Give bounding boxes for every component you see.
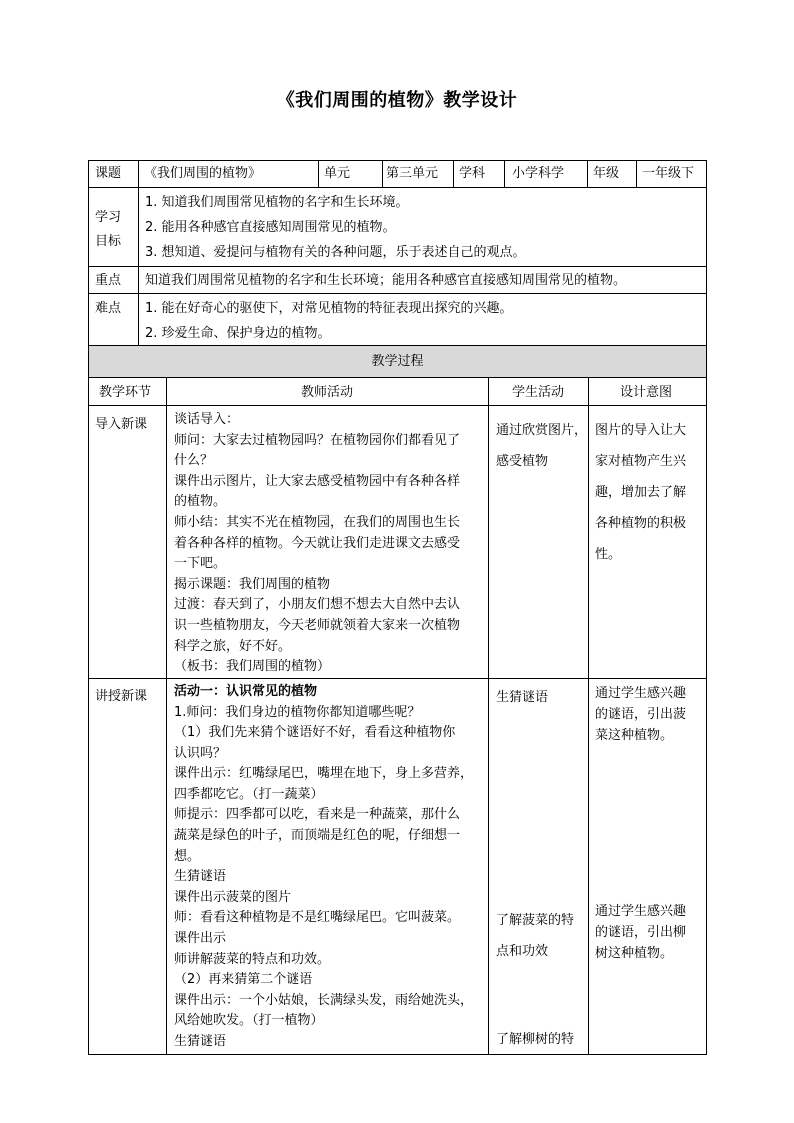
intent-line: 的谜语，引出柳 (595, 925, 687, 940)
teacher-line: 课件出示：红嘴绿尾巴，嘴埋在地下，身上多营养， (174, 766, 474, 782)
student-line: 了解菠菜的特 (496, 913, 575, 928)
teacher-line: 师提示：四季都可以吃，看来是一种蔬菜，那什么 (174, 807, 461, 823)
intro-teacher-activity (174, 410, 484, 678)
teacher-line: 四季都吃它。（打一蔬菜） (174, 786, 324, 802)
teacher-line: 课件出示 (174, 931, 227, 947)
teacher-line: 师讲解菠菜的特点和功效。 (174, 951, 331, 967)
goal-item: 3. 想知道、爱提问与植物有关的各种问题，乐于表述自己的观点。 (145, 245, 526, 260)
intent-line: 菜这种植物。 (595, 728, 674, 743)
goal-item: 2. 能用各种感官直接感知周围常见的植物。 (145, 220, 396, 235)
lecture-student-guess: 生猜谜语 (496, 690, 549, 705)
teacher-line: 蔬菜是绿色的叶子，而顶端是红色的呢，仔细想一 (174, 828, 461, 844)
col-teacher-header: 教师活动 (301, 385, 354, 400)
table-border (88, 187, 706, 188)
table-border (88, 1054, 707, 1055)
grade-value: 一年级下 (642, 166, 695, 181)
lecture-design-intent-spinach (595, 683, 705, 746)
intent-line: 的谜语，引出菠 (595, 707, 687, 722)
table-border (453, 160, 454, 187)
course-value: 《我们周围的植物》 (144, 166, 262, 181)
table-border (88, 293, 706, 294)
table-border (88, 678, 706, 679)
process-header (88, 345, 707, 378)
unit-value: 第三单元 (386, 166, 439, 181)
teacher-line: 认识吗？ (174, 745, 227, 761)
intent-line: 性。 (595, 547, 622, 562)
teacher-line: 1.师问：我们身边的植物你都知道哪些呢？ (174, 704, 421, 720)
key-text: 知道我们周围常见植物的名字和生长环境；能用各种感官直接感知周围常见的植物。 (145, 273, 627, 288)
table-border (88, 160, 706, 161)
difficulty-item: 1. 能在好奇心的驱使下，对常见植物的特征表现出探究的兴趣。 (145, 301, 513, 316)
teacher-line: 师：看看这种植物是不是红嘴绿尾巴。它叫菠菜。 (174, 910, 461, 926)
lecture-student-learn-willow: 了解柳树的特 (496, 1032, 575, 1047)
table-border (138, 160, 139, 345)
table-border (488, 378, 489, 1054)
table-border (382, 160, 383, 187)
table-border (706, 160, 707, 345)
table-border (587, 160, 588, 187)
intent-line: 各种植物的积极 (595, 516, 687, 531)
teacher-line: 生猜谜语 (174, 1034, 227, 1049)
intent-line: 通过学生感兴趣 (595, 904, 687, 919)
intro-design-intent (595, 415, 703, 570)
intent-line: 通过学生感兴趣 (595, 686, 687, 701)
document-title: 《我们周围的植物》教学设计 (276, 90, 518, 111)
teacher-line: 着各种各样的植物。今天就让我们走进课文去感受 (174, 535, 461, 551)
teacher-line: 想。 (174, 848, 201, 864)
col-intent-header: 设计意图 (620, 385, 673, 400)
lecture-teacher-activity (174, 703, 484, 1053)
teacher-line: 课件出示图片，让大家去感受植物园中有各种各样 (174, 473, 461, 489)
table-border (636, 160, 637, 187)
goal-item: 1. 知道我们周围常见植物的名字和生长环境。 (145, 195, 409, 210)
teacher-line: 什么？ (174, 453, 214, 469)
subject-value: 小学科学 (512, 166, 565, 181)
key-label: 重点 (95, 273, 122, 288)
student-line: 感受植物 (496, 454, 549, 469)
intent-line: 图片的导入让大 (595, 423, 687, 438)
teacher-line: 科学之旅，好不好。 (174, 638, 292, 654)
teacher-line: 师问：大家去过植物园吗？在植物园你们都看见了 (174, 432, 461, 448)
teacher-line: 揭示课题：我们周围的植物 (174, 576, 331, 592)
table-border (504, 160, 505, 187)
intro-student-activity (496, 415, 588, 477)
student-line: 点和功效 (496, 944, 549, 959)
teacher-line: 过渡：春天到了，小朋友们想不想去大自然中去认 (174, 597, 461, 613)
intent-line: 趣，增加去了解 (595, 485, 687, 500)
goals-label: 学习 (95, 210, 122, 225)
teacher-line: 识一些植物朋友，今天老师就领着大家来一次植物 (174, 617, 461, 633)
student-line: 通过欣赏图片， (496, 423, 588, 438)
lecture-student-learn-spinach (496, 905, 588, 967)
teacher-line: 师小结：其实不光在植物园，在我们的周围也生长 (174, 514, 461, 530)
table-border (88, 266, 706, 267)
table-border (88, 378, 89, 1054)
table-border (588, 378, 589, 1054)
intent-line: 树这种植物。 (595, 946, 674, 961)
table-border (88, 405, 706, 406)
subject-label: 学科 (459, 166, 486, 181)
teacher-line: （2）再来猜第二个谜语 (174, 972, 313, 988)
difficulty-label: 难点 (95, 301, 122, 316)
difficulty-item: 2. 珍爱生命、保护身边的植物。 (145, 326, 331, 341)
teacher-line: 风给她吹发。（打一植物） (174, 1013, 324, 1029)
col-stage-header: 教学环节 (99, 385, 152, 400)
table-border (706, 378, 707, 1054)
course-label: 课题 (95, 166, 122, 181)
unit-label: 单元 (324, 166, 351, 181)
intro-stage: 导入新课 (95, 417, 148, 432)
table-border (318, 160, 319, 187)
lecture-design-intent-willow (595, 901, 705, 964)
grade-label: 年级 (593, 166, 620, 181)
activity-title: 活动一：认识常见的植物 (174, 684, 318, 699)
teacher-line: 生猜谜语 (174, 869, 227, 885)
intent-line: 家对植物产生兴 (595, 454, 687, 469)
lecture-stage: 讲授新课 (95, 689, 148, 704)
teacher-line: （板书：我们周围的植物） (174, 659, 331, 675)
teacher-line: 的植物。 (174, 494, 227, 510)
teacher-line: 课件出示：一个小姑娘，长满绿头发，雨给她洗头， (174, 992, 474, 1008)
teacher-line: 谈话导入： (174, 412, 240, 427)
teacher-line: （1）我们先来猜个谜语好不好，看看这种植物你 (174, 725, 456, 741)
teacher-line: 一下吧。 (174, 556, 227, 572)
goals-label: 目标 (95, 234, 122, 249)
process-header-label: 教学过程 (371, 354, 424, 369)
table-border (166, 378, 167, 1054)
col-student-header: 学生活动 (512, 385, 565, 400)
teacher-line: 课件出示菠菜的图片 (174, 889, 292, 905)
